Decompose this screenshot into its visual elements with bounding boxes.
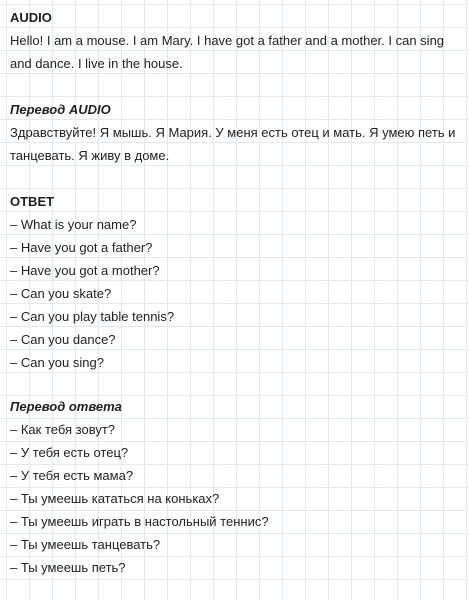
section-spacer (10, 167, 459, 193)
list-item: – What is your name? (10, 217, 137, 232)
audio-heading: AUDIO (10, 10, 52, 25)
audio-translation-section (10, 101, 459, 167)
list-item: – Have you got a father? (10, 240, 153, 255)
list-item: – Can you play table tennis? (10, 309, 175, 324)
list-item: – Ты умеешь кататься на коньках? (10, 491, 220, 506)
audio-translation-text: Здравствуйте! Я мышь. Я Мария. У меня есть отец и мать. Я умею петь и танцевать. Я живу в доме. (10, 125, 456, 163)
audio-translation-heading: Перевод AUDIO (10, 102, 111, 117)
audio-text: Hello! I am a mouse. I am Mary. I have got a father and a mother. I can sing and dance. I live in the house. (10, 33, 445, 71)
section-spacer (10, 374, 459, 398)
list-item: – Ты умеешь играть в настольный теннис? (10, 514, 269, 529)
list-item: – У тебя есть отец? (10, 445, 129, 460)
list-item: – У тебя есть мама? (10, 468, 134, 483)
list-item: – Как тебя зовут? (10, 422, 115, 437)
answer-translation-heading: Перевод ответа (10, 399, 122, 414)
answer-heading: ОТВЕТ (10, 194, 55, 209)
list-item: – Ты умеешь танцевать? (10, 537, 161, 552)
answer-section (10, 193, 459, 374)
answer-translation-section (10, 398, 459, 579)
list-item: – Can you skate? (10, 286, 112, 301)
list-item: – Can you sing? (10, 355, 104, 370)
answer-translation-list (10, 418, 459, 579)
audio-section (10, 9, 459, 75)
list-item: – Can you dance? (10, 332, 116, 347)
list-item: – Ты умеешь петь? (10, 560, 126, 575)
list-item: – Have you got a mother? (10, 263, 160, 278)
section-spacer (10, 75, 459, 101)
answer-list (10, 213, 459, 374)
